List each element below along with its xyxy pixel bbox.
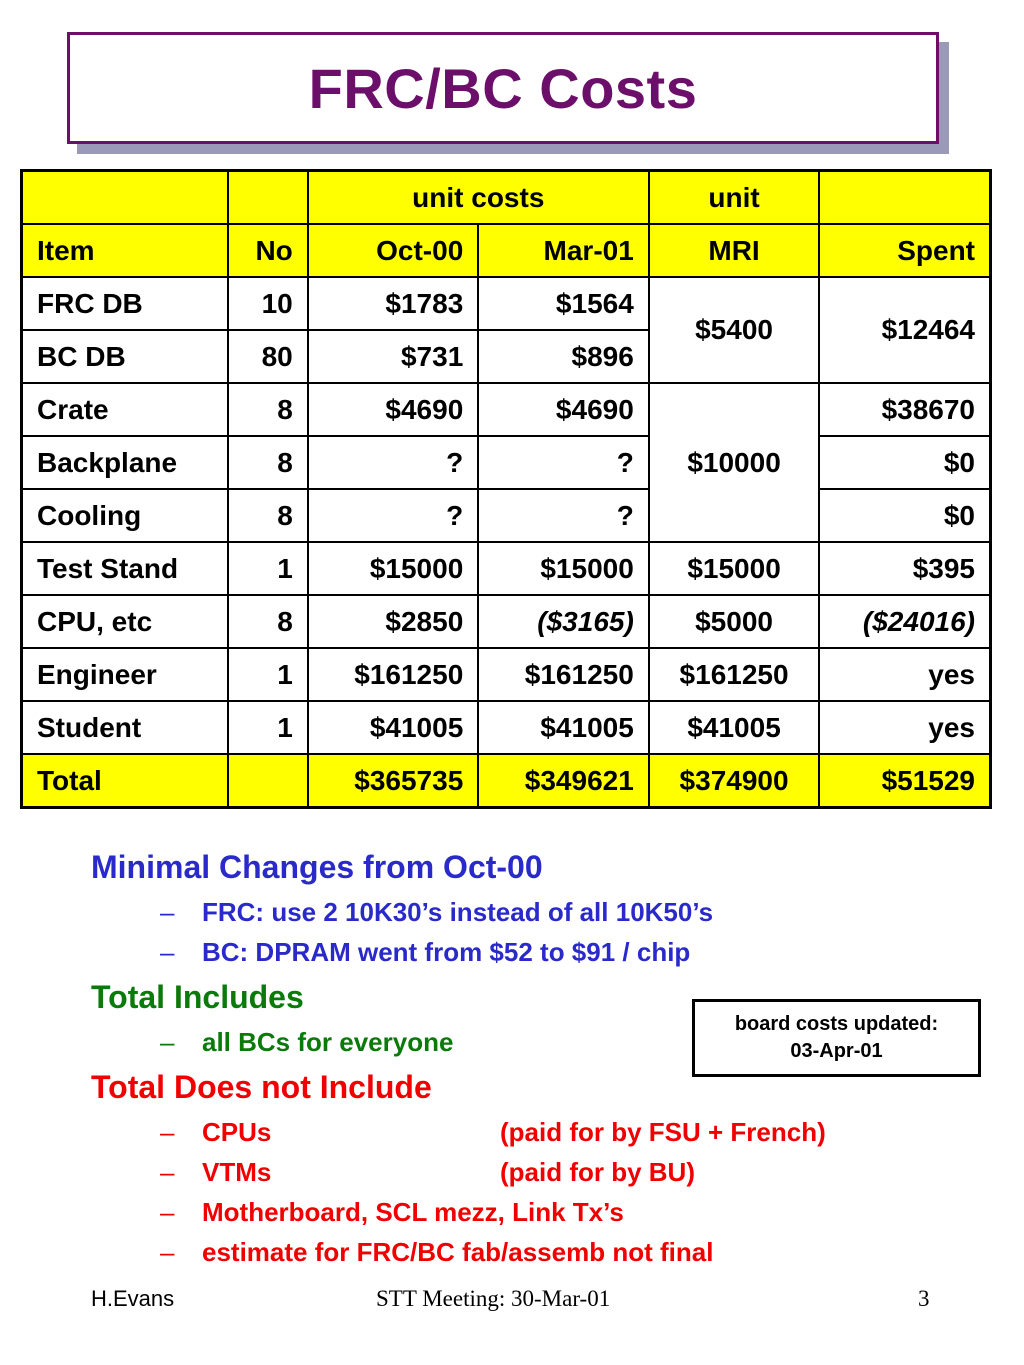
table-row bbox=[22, 701, 991, 754]
cell-spent: ($24016) bbox=[819, 595, 990, 648]
cell-no: 1 bbox=[228, 648, 307, 701]
header-mri: MRI bbox=[649, 224, 820, 277]
cell-mar: $161250 bbox=[478, 648, 649, 701]
dash-marker: – bbox=[160, 1117, 175, 1147]
cell-mri: $41005 bbox=[649, 701, 820, 754]
cell-mri: $5000 bbox=[649, 595, 820, 648]
table-header-row bbox=[22, 224, 991, 277]
cell-no: 8 bbox=[228, 489, 307, 542]
cell-oct: $4690 bbox=[308, 383, 479, 436]
cell-oct: $41005 bbox=[308, 701, 479, 754]
footer-page-number: 3 bbox=[918, 1286, 930, 1311]
minimal-item-1 bbox=[160, 897, 713, 928]
cell-no: 10 bbox=[228, 277, 307, 330]
total-mar: $349621 bbox=[478, 754, 649, 808]
note-line-1: board costs updated: bbox=[734, 1013, 939, 1035]
cell-oct: $161250 bbox=[308, 648, 479, 701]
cell-no: 8 bbox=[228, 595, 307, 648]
cell-oct: $15000 bbox=[308, 542, 479, 595]
cell-mri: $15000 bbox=[649, 542, 820, 595]
cell-oct: $1783 bbox=[308, 277, 479, 330]
cell-mar: ? bbox=[478, 489, 649, 542]
costs-table bbox=[20, 169, 992, 809]
table-row bbox=[22, 436, 991, 489]
cell-mar: $41005 bbox=[478, 701, 649, 754]
dash-marker: – bbox=[160, 897, 175, 927]
bullet-text: estimate for FRC/BC fab/assemb not final bbox=[202, 1237, 714, 1267]
minimal-item-2 bbox=[160, 937, 690, 968]
bullet-text: Motherboard, SCL mezz, Link Tx’s bbox=[202, 1197, 624, 1227]
bullet-text: CPUs bbox=[202, 1117, 272, 1147]
cell-no: 1 bbox=[228, 542, 307, 595]
cell-item: Engineer bbox=[22, 648, 229, 701]
dash-marker: – bbox=[160, 937, 175, 967]
total-mri: $374900 bbox=[649, 754, 820, 808]
not-include-item-3 bbox=[160, 1197, 624, 1228]
header-item: Item bbox=[22, 224, 229, 277]
header-no: No bbox=[228, 224, 307, 277]
group-header-unit: unit bbox=[649, 171, 820, 225]
total-no bbox=[228, 754, 307, 808]
cell-item: Crate bbox=[22, 383, 229, 436]
footer-author: H.Evans bbox=[91, 1286, 175, 1311]
dash-marker: – bbox=[160, 1197, 175, 1227]
header-spent: Spent bbox=[819, 224, 990, 277]
total-oct: $365735 bbox=[308, 754, 479, 808]
group-header-unit-costs: unit costs bbox=[308, 171, 649, 225]
page-title: FRC/BC Costs bbox=[308, 56, 698, 120]
cell-item: FRC DB bbox=[22, 277, 229, 330]
cell-spent: $395 bbox=[819, 542, 990, 595]
cell-oct: $731 bbox=[308, 330, 479, 383]
cell-oct: $2850 bbox=[308, 595, 479, 648]
table-row bbox=[22, 648, 991, 701]
cell-spent: $0 bbox=[819, 489, 990, 542]
bullet-text: FRC: use 2 10K30’s instead of all 10K50’s bbox=[202, 897, 714, 927]
cell-mri: $161250 bbox=[649, 648, 820, 701]
minimal-changes-heading: Minimal Changes from Oct-00 bbox=[91, 849, 543, 885]
total-not-include-heading: Total Does not Include bbox=[91, 1069, 432, 1105]
cell-spent: $38670 bbox=[819, 383, 990, 436]
bullet-text: BC: DPRAM went from $52 to $91 / chip bbox=[202, 937, 691, 967]
dash-marker: – bbox=[160, 1237, 175, 1267]
bullet-text: VTMs bbox=[202, 1157, 272, 1187]
cell-mar: ($3165) bbox=[478, 595, 649, 648]
note-line-2: 03-Apr-01 bbox=[790, 1040, 883, 1062]
bullet-note: (paid for by BU) bbox=[500, 1157, 695, 1187]
bullet-text: all BCs for everyone bbox=[202, 1027, 454, 1057]
cell-spent: yes bbox=[819, 701, 990, 754]
table-row bbox=[22, 489, 991, 542]
table-group-header-row bbox=[22, 171, 991, 225]
cell-item: CPU, etc bbox=[22, 595, 229, 648]
cell-no: 80 bbox=[228, 330, 307, 383]
cell-mar: $1564 bbox=[478, 277, 649, 330]
cell-item: Student bbox=[22, 701, 229, 754]
dash-marker: – bbox=[160, 1157, 175, 1187]
cell-crate-mri: $10000 bbox=[649, 383, 820, 542]
table-row bbox=[22, 595, 991, 648]
group-header-cell bbox=[22, 171, 229, 225]
cell-oct: ? bbox=[308, 489, 479, 542]
cell-no: 1 bbox=[228, 701, 307, 754]
cell-no: 8 bbox=[228, 436, 307, 489]
not-include-item-4 bbox=[160, 1237, 713, 1268]
table-row bbox=[22, 383, 991, 436]
group-header-cell bbox=[819, 171, 990, 225]
cell-mar: $4690 bbox=[478, 383, 649, 436]
cell-item: Cooling bbox=[22, 489, 229, 542]
table-total-row bbox=[22, 754, 991, 808]
not-include-item-2 bbox=[160, 1157, 920, 1188]
cell-item: Test Stand bbox=[22, 542, 229, 595]
cell-mar: $15000 bbox=[478, 542, 649, 595]
total-includes-heading: Total Includes bbox=[91, 979, 304, 1015]
cell-item: Backplane bbox=[22, 436, 229, 489]
header-mar: Mar-01 bbox=[478, 224, 649, 277]
includes-item-1 bbox=[160, 1027, 453, 1058]
board-costs-note bbox=[692, 999, 981, 1077]
cell-spent: $0 bbox=[819, 436, 990, 489]
table-row bbox=[22, 542, 991, 595]
total-spent: $51529 bbox=[819, 754, 990, 808]
cell-no: 8 bbox=[228, 383, 307, 436]
dash-marker: – bbox=[160, 1027, 175, 1057]
cell-spent: yes bbox=[819, 648, 990, 701]
total-label: Total bbox=[22, 754, 229, 808]
cell-db-spent: $12464 bbox=[819, 277, 990, 383]
cell-db-mri: $5400 bbox=[649, 277, 820, 383]
cell-mar: $896 bbox=[478, 330, 649, 383]
group-header-cell bbox=[228, 171, 307, 225]
footer-meeting: STT Meeting: 30-Mar-01 bbox=[376, 1286, 611, 1311]
table-row bbox=[22, 277, 991, 330]
cell-oct: ? bbox=[308, 436, 479, 489]
cell-mar: ? bbox=[478, 436, 649, 489]
cell-item: BC DB bbox=[22, 330, 229, 383]
bullet-note: (paid for by FSU + French) bbox=[500, 1117, 826, 1147]
not-include-item-1 bbox=[160, 1117, 920, 1148]
title-box bbox=[67, 32, 939, 144]
header-oct: Oct-00 bbox=[308, 224, 479, 277]
